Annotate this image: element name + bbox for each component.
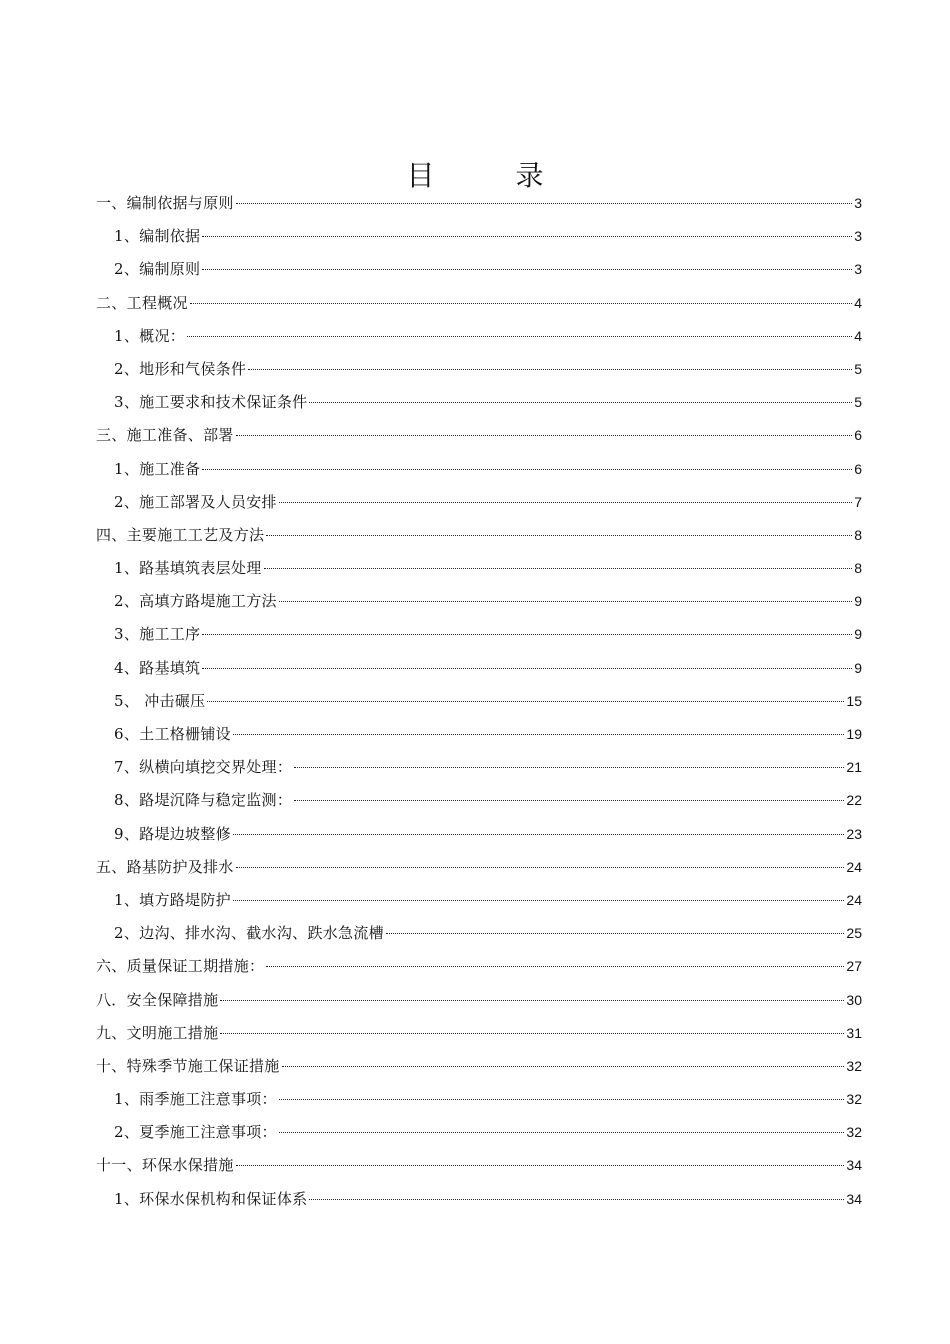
toc-dot-leader [309, 402, 852, 403]
toc-entry-title: 六、质量保证工期措施： [96, 957, 265, 976]
toc-entry-title: 1、编制依据 [114, 227, 201, 246]
toc-dot-leader [266, 966, 844, 967]
toc-entry-section[interactable] [0, 187, 862, 220]
toc-page-number: 4 [854, 327, 862, 344]
toc-page-number: 31 [846, 1024, 862, 1041]
toc-dot-leader [236, 867, 845, 868]
toc-dot-leader [279, 502, 852, 503]
toc-page-number: 32 [846, 1091, 862, 1108]
toc-dot-leader [236, 435, 853, 436]
toc-page-number: 3 [854, 195, 862, 211]
toc-entry-subsection[interactable] [0, 453, 862, 486]
toc-page-number: 19 [846, 726, 862, 742]
toc-dot-leader [202, 469, 852, 470]
table-of-contents [0, 187, 950, 1216]
toc-page-number: 8 [854, 560, 862, 577]
toc-dot-leader [264, 568, 853, 569]
toc-page-number: 24 [846, 858, 862, 875]
toc-entry-subsection[interactable] [0, 652, 862, 685]
toc-entry-title: 1、环保水保机构和保证体系 [114, 1189, 308, 1208]
toc-dot-leader [279, 601, 852, 602]
toc-entry-subsection[interactable] [0, 884, 862, 917]
toc-entry-subsection[interactable] [0, 220, 862, 253]
toc-entry-subsection[interactable] [0, 320, 862, 353]
toc-dot-leader [294, 800, 844, 801]
toc-page-number: 25 [846, 925, 862, 942]
toc-entry-section[interactable] [0, 1017, 862, 1050]
toc-entry-title: 3、施工要求和技术保证条件 [114, 393, 308, 412]
toc-dot-leader [248, 369, 852, 370]
toc-entry-subsection[interactable] [0, 818, 862, 851]
toc-dot-leader [266, 535, 852, 536]
toc-page-number: 9 [854, 593, 862, 610]
toc-page-number: 5 [854, 394, 862, 411]
toc-entry-subsection[interactable] [0, 1183, 862, 1216]
toc-page-number: 32 [846, 1124, 862, 1141]
toc-entry-subsection[interactable] [0, 618, 862, 651]
toc-title: 目 录 [406, 159, 580, 192]
toc-entry-subsection[interactable] [0, 1083, 862, 1116]
toc-entry-section[interactable] [0, 984, 862, 1017]
toc-page-number: 34 [846, 1190, 862, 1207]
toc-entry-section[interactable] [0, 1050, 862, 1083]
toc-entry-title: 8、路堤沉降与稳定监测： [114, 791, 293, 810]
toc-page-number: 34 [846, 1157, 862, 1174]
toc-entry-title: 4、路基填筑 [114, 658, 201, 677]
toc-entry-title: 1、雨季施工注意事项： [114, 1090, 277, 1109]
toc-entry-title: 十一、环保水保措施 [96, 1156, 234, 1175]
toc-entry-title: 四、主要施工工艺及方法 [96, 525, 265, 544]
toc-page-number: 32 [846, 1057, 862, 1074]
toc-dot-leader [187, 336, 852, 337]
toc-entry-title: 2、施工部署及人员安排 [114, 492, 277, 511]
toc-page-number: 3 [854, 261, 862, 278]
toc-dot-leader [309, 1199, 844, 1200]
toc-dot-leader [233, 734, 844, 735]
toc-page-number: 23 [846, 825, 862, 842]
toc-page-number: 27 [846, 958, 862, 975]
toc-entry-section[interactable] [0, 950, 862, 983]
toc-entry-title: 6、土工格栅铺设 [114, 725, 231, 743]
toc-page-number: 4 [854, 294, 862, 311]
toc-entry-title: 三、施工准备、部署 [96, 426, 234, 445]
toc-entry-title: 五、路基防护及排水 [96, 857, 234, 876]
toc-page-number: 24 [846, 891, 862, 908]
toc-entry-section[interactable] [0, 287, 862, 320]
toc-entry-title: 八．安全保障措施 [96, 990, 219, 1009]
toc-page-number: 3 [854, 228, 862, 245]
toc-entry-title: 二、工程概况 [96, 293, 188, 312]
toc-entry-subsection[interactable] [0, 486, 862, 519]
toc-dot-leader [279, 1132, 845, 1133]
toc-dot-leader [279, 1099, 845, 1100]
toc-entry-subsection[interactable] [0, 917, 862, 950]
toc-entry-section[interactable] [0, 1149, 862, 1182]
toc-entry-title: 9、路堤边坡整修 [114, 824, 231, 843]
toc-page-number: 6 [854, 427, 862, 444]
toc-entry-title: 3、施工工序 [114, 625, 201, 644]
toc-entry-title: 2、编制原则 [114, 260, 201, 279]
toc-entry-section[interactable] [0, 851, 862, 884]
toc-entry-subsection[interactable] [0, 784, 862, 817]
toc-entry-subsection[interactable] [0, 718, 862, 751]
toc-entry-subsection[interactable] [0, 685, 862, 718]
toc-entry-subsection[interactable] [0, 751, 862, 784]
toc-dot-leader [294, 767, 844, 768]
toc-entry-section[interactable] [0, 419, 862, 452]
toc-dot-leader [202, 634, 852, 635]
toc-entry-title: 7、纵横向填挖交界处理： [114, 758, 293, 777]
toc-page-number: 7 [854, 493, 862, 510]
toc-entry-subsection[interactable] [0, 253, 862, 286]
toc-entry-subsection[interactable] [0, 386, 862, 419]
toc-entry-subsection[interactable] [0, 1116, 862, 1149]
toc-entry-title: 1、路基填筑表层处理 [114, 559, 262, 578]
toc-entry-title: 一、编制依据与原则 [96, 194, 234, 212]
toc-entry-title: 2、边沟、排水沟、截水沟、跌水急流槽 [114, 924, 384, 943]
toc-dot-leader [202, 269, 852, 270]
toc-dot-leader [236, 203, 853, 204]
toc-page-number: 22 [846, 792, 862, 809]
toc-entry-title: 1、填方路堤防护 [114, 890, 231, 909]
toc-dot-leader [236, 1165, 845, 1166]
toc-entry-title: 1、概况： [114, 326, 186, 345]
toc-entry-title: 九、文明施工措施 [96, 1023, 219, 1042]
toc-page-number: 8 [854, 526, 862, 543]
toc-page-number: 30 [846, 991, 862, 1008]
toc-entry-subsection[interactable] [0, 585, 862, 618]
toc-entry-title: 1、施工准备 [114, 459, 201, 478]
toc-entry-subsection[interactable] [0, 552, 862, 585]
toc-page-number: 6 [854, 460, 862, 477]
toc-dot-leader [386, 933, 844, 934]
toc-dot-leader [190, 303, 852, 304]
toc-dot-leader [282, 1066, 845, 1067]
toc-page-number: 9 [854, 626, 862, 643]
toc-entry-subsection[interactable] [0, 353, 862, 386]
toc-entry-title: 2、高填方路堤施工方法 [114, 592, 277, 611]
toc-dot-leader [220, 1033, 844, 1034]
toc-dot-leader [233, 900, 844, 901]
toc-page-number: 15 [846, 692, 862, 709]
toc-entry-title: 2、地形和气侯条件 [114, 359, 247, 378]
toc-dot-leader [207, 701, 844, 702]
toc-entry-title: 2、夏季施工注意事项： [114, 1123, 277, 1142]
toc-entry-title: 5、 冲击碾压 [114, 691, 206, 710]
toc-page-number: 21 [846, 759, 862, 776]
toc-entry-title: 十、特殊季节施工保证措施 [96, 1056, 280, 1075]
toc-page-number: 5 [854, 360, 862, 377]
toc-page-number: 9 [854, 659, 862, 676]
toc-dot-leader [202, 668, 852, 669]
toc-dot-leader [202, 236, 852, 237]
toc-dot-leader [233, 834, 844, 835]
toc-entry-section[interactable] [0, 519, 862, 552]
toc-dot-leader [220, 1000, 844, 1001]
